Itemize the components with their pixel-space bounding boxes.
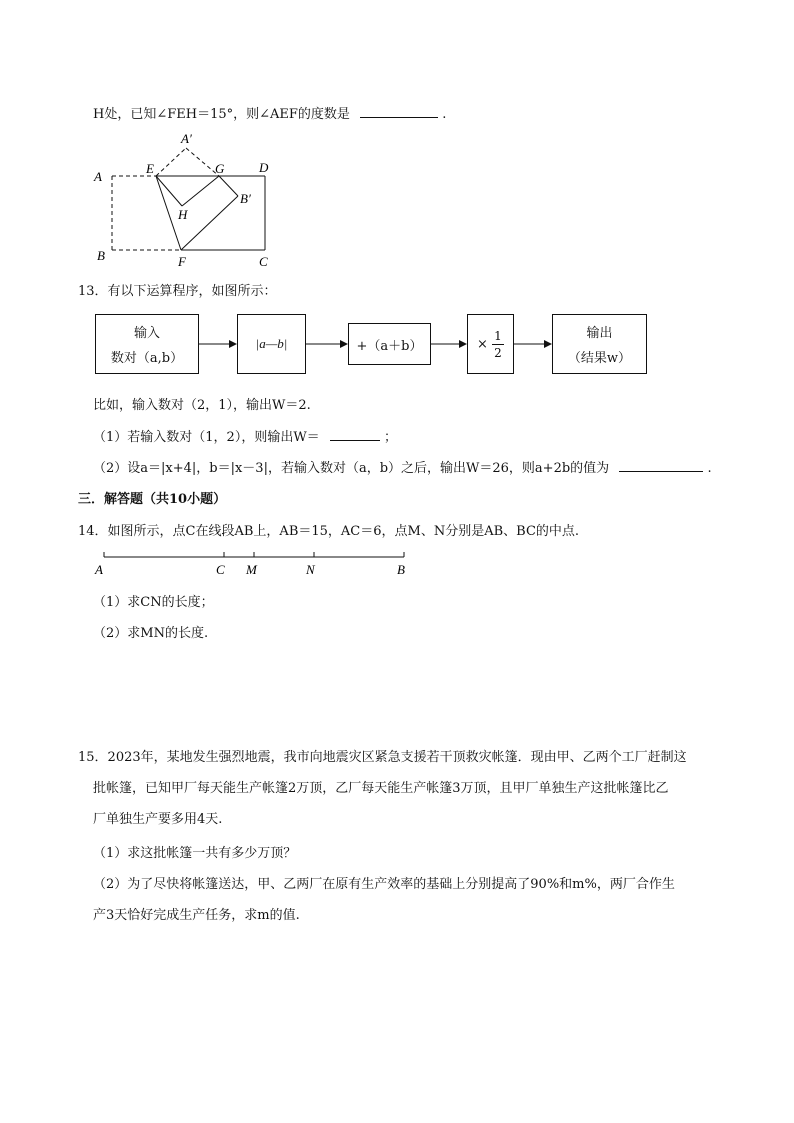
label-a-prime: A′ [181, 131, 192, 146]
q13-part1-end: ； [383, 430, 397, 445]
point-m: M [246, 562, 257, 577]
label-a: A [94, 169, 102, 184]
q12-text: H处，已知∠FEH＝15°，则∠AEF的度数是 [93, 107, 350, 122]
q14-part2: （2）求MN的长度. [93, 626, 209, 641]
dash-ea1 [156, 148, 186, 176]
flow-output-box [552, 314, 647, 374]
point-b: B [397, 562, 405, 577]
q14-segment-figure [92, 548, 412, 578]
q12-answer-blank [360, 105, 438, 118]
flow-input-pair: 数对（a,b） [110, 351, 184, 366]
flow-arrows [198, 336, 554, 352]
label-b-prime: B′ [240, 191, 251, 206]
edge-eh [156, 176, 182, 206]
label-f: F [178, 254, 186, 269]
q13-part1-text: （1）若输入数对（1，2），则输出W＝ [93, 430, 320, 445]
point-n: N [306, 562, 315, 577]
q13-part2-blank [619, 459, 703, 472]
label-g: G [215, 161, 225, 176]
q15-line1: 15．2023年，某地发生强烈地震，我市向地震灾区紧急支援若干顶救灾帐篷．现由甲、乙两个工厂赶制这 [78, 750, 687, 765]
q15-part2-line1: （2）为了尽快将帐篷送达，甲、乙两厂在原有生产效率的基础上分别提高了90%和m%，两厂合作生 [93, 877, 675, 892]
q13-example: 比如，输入数对（2，1），输出W＝2. [93, 398, 311, 413]
edge-b1f [181, 196, 238, 250]
q12-end: . [442, 107, 447, 122]
flow-mult-sign: × [477, 336, 488, 352]
flow-output-result: （结果w） [567, 351, 632, 366]
label-c: C [259, 254, 268, 269]
q15-line3: 厂单独生产要多用4天. [93, 812, 223, 827]
q13-part1 [93, 426, 397, 445]
point-a: A [95, 562, 103, 577]
q15-part2-line2: 产3天恰好完成生产任务，求m的值. [93, 908, 300, 923]
section-heading: 三．解答题（共10小题） [78, 492, 227, 507]
q13-part1-blank [330, 428, 380, 441]
q12-line [93, 103, 446, 122]
q14-part1: （1）求CN的长度； [93, 595, 214, 610]
label-h: H [178, 207, 188, 222]
q13-part2-end: . [707, 461, 712, 476]
flow-frac-den: 2 [494, 345, 502, 360]
q14-title: 14．如图所示，点C在线段AB上，AB＝15，AC＝6，点M、N分别是AB、BC的中点. [78, 524, 580, 539]
flow-abs-label: |a—b| [255, 336, 288, 351]
label-b: B [97, 248, 105, 263]
q15-line2: 批帐篷，已知甲厂每天能生产帐篷2万顶，乙厂每天能生产帐篷3万顶，且甲厂单独生产这批帐篷比乙 [93, 781, 669, 796]
flow-input-label: 输入 [133, 326, 160, 341]
flow-add-label: +（a＋b） [356, 338, 423, 354]
q15-part1: （1）求这批帐篷一共有多少万顶？ [93, 846, 297, 861]
flow-frac-num: 1 [494, 328, 502, 343]
edge-hg [182, 176, 219, 206]
point-c: C [216, 562, 225, 577]
label-e: E [146, 161, 154, 176]
label-d: D [259, 160, 269, 175]
flow-input-box [95, 314, 199, 374]
q13-part2-text: （2）设a＝|x+4|，b＝|x－3|，若输入数对（a，b）之后，输出W＝26，则a+2b的值为 [93, 461, 610, 476]
edge-gb1 [219, 176, 238, 196]
flow-output-label: 输出 [586, 326, 613, 341]
q13-title: 13．有以下运算程序，如图所示： [78, 284, 277, 299]
q12-figure [88, 126, 288, 271]
q13-part2 [93, 457, 712, 476]
